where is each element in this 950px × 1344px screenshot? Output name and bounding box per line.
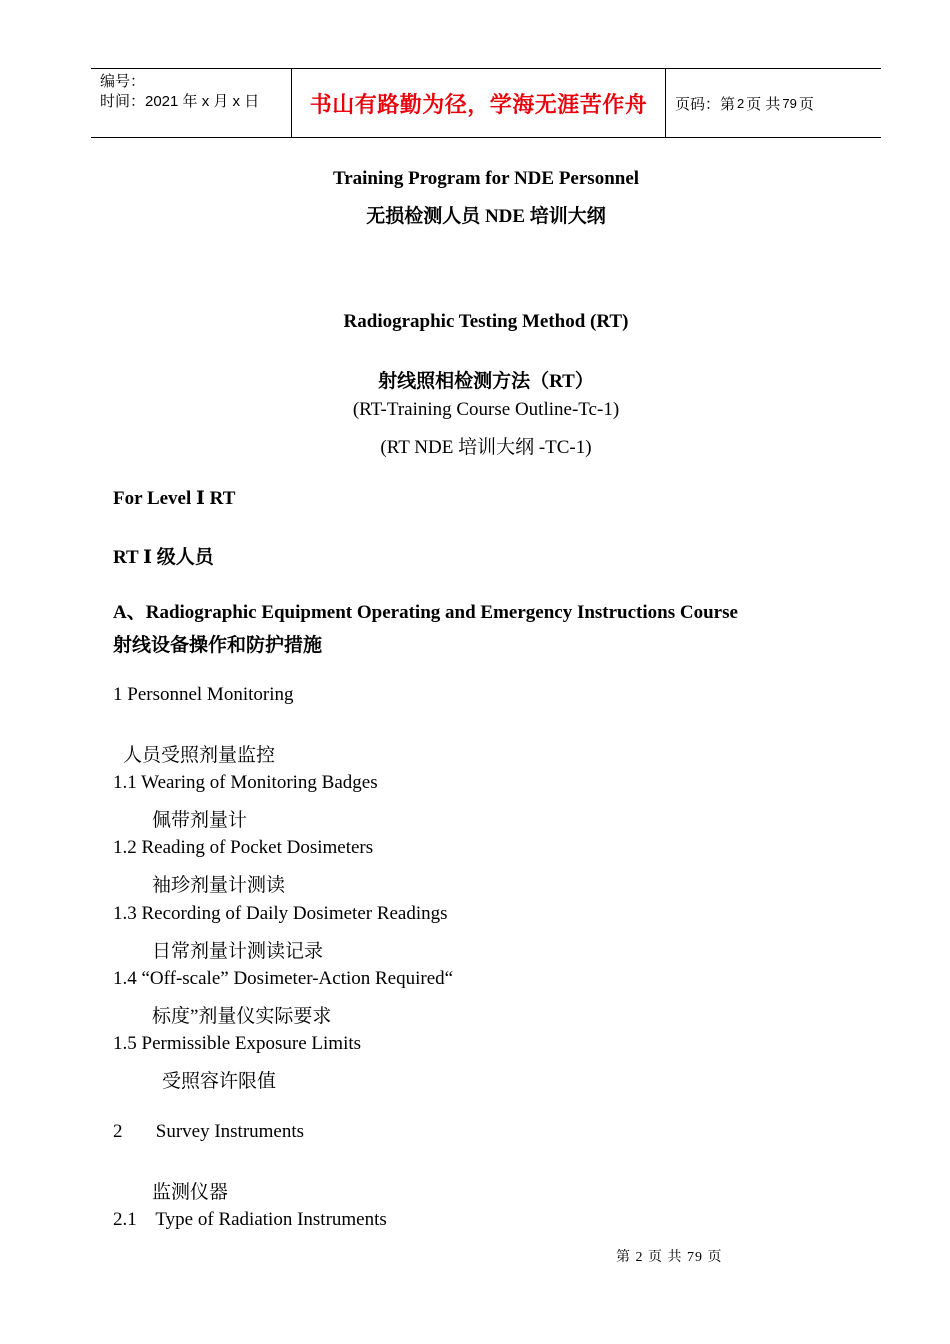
s1-3-en: 1.3 Recording of Daily Dosimeter Readings [113, 903, 448, 924]
s2-cn: 监测仪器 [152, 1182, 229, 1203]
page-end: 页 [798, 95, 814, 113]
footer-mid: 页 共 [648, 1250, 683, 1265]
method-cn: 射线照相检测方法（RT） [378, 371, 594, 392]
page-label: 页码：第 [675, 95, 736, 113]
section-a-en: A、Radiographic Equipment Operating and Emergency Instructions Course [113, 602, 738, 623]
s2-1-en: 2.1 Type of Radiation Instruments [113, 1209, 387, 1230]
page-total: 79 [782, 95, 797, 111]
level-en: For Level Ⅰ RT [113, 488, 236, 509]
s1-4-cn: 标度”剂量仪实际要求 [152, 1006, 332, 1027]
page-current: 2 [737, 95, 745, 111]
page-mid: 页 共 [746, 95, 781, 113]
s2-en: 2 Survey Instruments [113, 1121, 305, 1142]
s1-1-cn: 佩带剂量计 [152, 810, 248, 831]
s1-2-cn: 袖珍剂量计测读 [152, 875, 286, 896]
s1-3-cn: 日常剂量计测读记录 [152, 941, 324, 962]
footer-current: 2 [635, 1250, 644, 1265]
s1-cn: 人员受照剂量监控 [123, 745, 276, 766]
section-a-cn: 射线设备操作和防护措施 [113, 635, 323, 656]
footer-suffix: 页 [707, 1250, 723, 1265]
s1-4-en: 1.4 “Off-scale” Dosimeter-Action Required“ [113, 968, 454, 989]
level-cn: RT Ⅰ 级人员 [113, 547, 214, 568]
outline-en: (RT-Training Course Outline-Tc-1) [352, 399, 620, 420]
header-meta [91, 69, 292, 137]
s1-5-en: 1.5 Permissible Exposure Limits [113, 1033, 362, 1054]
header-page-info [666, 69, 881, 137]
outline-cn: (RT NDE 培训大纲 -TC-1) [380, 437, 592, 458]
s1-1-en: 1.1 Wearing of Monitoring Badges [113, 772, 378, 793]
method-en: Radiographic Testing Method (RT) [343, 311, 629, 332]
s1-5-cn: 受照容许限值 [162, 1071, 277, 1092]
number-label: 编号： [100, 73, 146, 90]
title-cn: 无损检测人员 NDE 培训大纲 [366, 206, 606, 227]
header-motto-cell [292, 69, 666, 137]
s1-2-en: 1.2 Reading of Pocket Dosimeters [113, 837, 374, 858]
page-header [91, 68, 881, 138]
s1-en: 1 Personnel Monitoring [113, 684, 294, 705]
time-label: 时间：2021 年 x 月 x 日 [100, 93, 260, 110]
title-en: Training Program for NDE Personnel [332, 168, 640, 189]
motto-text: 书山有路勤为径，学海无涯苦作舟 [309, 91, 648, 117]
footer-total: 79 [687, 1250, 703, 1265]
footer-prefix: 第 [616, 1250, 631, 1265]
